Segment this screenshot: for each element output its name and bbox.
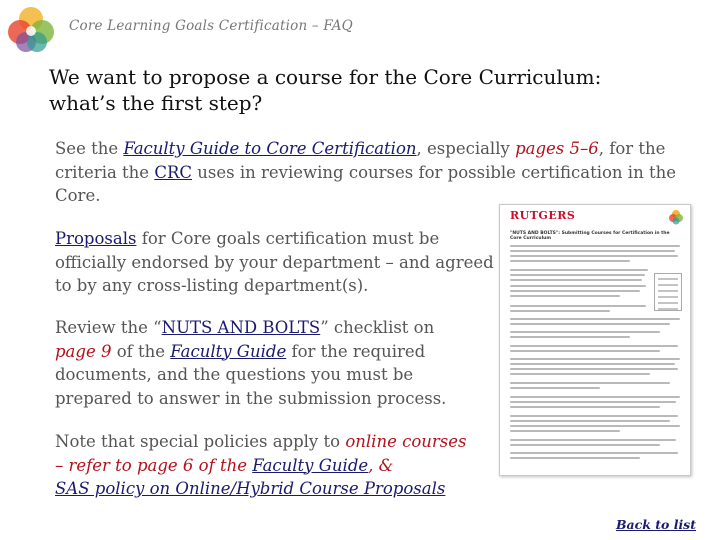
faculty-guide-link-3[interactable]: Faculty Guide	[252, 455, 369, 475]
p1-text-1: See the	[55, 139, 124, 158]
page9-highlight: page 9	[55, 341, 112, 361]
paragraph-proposals	[55, 227, 495, 298]
crc-link[interactable]: CRC	[154, 162, 193, 182]
online-courses-highlight: online courses – refer to page 6 of the	[55, 432, 467, 475]
p1-text-2: , especially	[416, 139, 516, 158]
paragraph-faculty-guide	[55, 137, 695, 208]
nuts-and-bolts-link[interactable]: NUTS AND BOLTS	[161, 318, 321, 337]
proposals-link[interactable]: Proposals	[55, 229, 137, 248]
paragraph-nuts-and-bolts	[55, 316, 475, 410]
nuts-and-bolts-document-thumbnail	[499, 204, 691, 476]
core-circles-logo-icon	[6, 4, 56, 54]
faculty-guide-link-2[interactable]: Faculty Guide	[170, 341, 287, 361]
p3-text-1: Review the “	[55, 318, 162, 337]
p4-text-1: Note that special policies apply to	[55, 432, 346, 451]
question-line-1: We want to propose a course for the Core Curriculum:	[49, 65, 602, 89]
p2-text-1: for Core goals certification must be officially endorsed by your department – and agreed to by any cross-listing department(s).	[55, 229, 494, 295]
faculty-guide-link[interactable]: Faculty Guide to Core Certification	[123, 139, 417, 158]
document-title: "NUTS AND BOLTS": Submitting Courses for Certification in the Core Curriculum	[510, 231, 670, 241]
question-line-2: what’s the first step?	[49, 91, 263, 115]
header-title: Core Learning Goals Certification – FAQ	[69, 18, 353, 34]
p3-text-3: of the	[111, 341, 171, 361]
rutgers-logo: RUTGERS	[510, 209, 576, 222]
back-to-list-link[interactable]: Back to list	[615, 517, 696, 532]
core-mini-logo-icon	[668, 209, 684, 225]
p1-text-3: , for the criteria the	[55, 139, 666, 182]
paragraph-online-courses	[55, 430, 475, 501]
sas-policy-link[interactable]: SAS policy on Online/Hybrid Course Proposals	[55, 479, 446, 498]
pages-highlight: pages 5–6	[515, 139, 599, 158]
p3-text-2: ” checklist on	[320, 318, 435, 337]
p4-text-2: , &	[368, 455, 394, 475]
p3-text-4: for the required documents, and the questions you must be prepared to answer in the submission process.	[55, 341, 447, 408]
document-sidebar-box	[654, 273, 682, 311]
p1-text-4: uses in reviewing courses for possible certification in the Core.	[55, 162, 676, 205]
question-heading	[49, 64, 689, 116]
